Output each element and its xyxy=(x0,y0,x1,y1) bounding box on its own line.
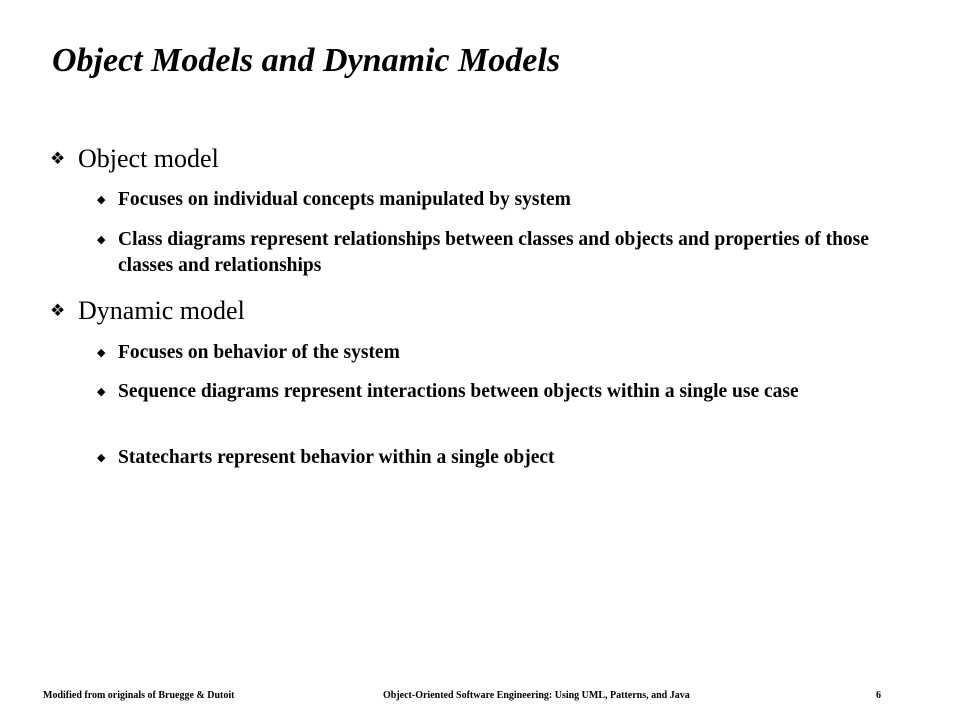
footer-book-title: Object-Oriented Software Engineering: Using UML, Patterns, and Java xyxy=(383,690,690,701)
sub-bullet xyxy=(97,445,898,471)
diamond-bullet-icon: ❖ xyxy=(50,301,66,320)
diamond-bullet-icon: ◆ xyxy=(97,452,106,464)
sub-bullet-text: Sequence diagrams represent interactions between objects within a single use case xyxy=(118,381,799,402)
diamond-bullet-icon: ❖ xyxy=(50,149,66,168)
page-number: 6 xyxy=(876,690,881,701)
slide-title: Object Models and Dynamic Models xyxy=(52,42,561,79)
sub-bullet xyxy=(97,379,898,405)
diamond-bullet-icon: ◆ xyxy=(97,386,106,398)
sub-bullet xyxy=(97,227,898,279)
diamond-bullet-icon: ◆ xyxy=(97,234,106,246)
bullet-heading: Dynamic model xyxy=(78,296,245,325)
diamond-bullet-icon: ◆ xyxy=(97,194,106,206)
sub-bullet xyxy=(97,340,898,366)
diamond-bullet-icon: ◆ xyxy=(97,347,106,359)
bullet-object-model xyxy=(50,140,219,178)
bullet-heading: Object model xyxy=(78,144,219,173)
sub-bullet xyxy=(97,187,898,213)
footer-credit: Modified from originals of Bruegge & Dutoit xyxy=(43,690,235,701)
sub-bullet-text: Focuses on behavior of the system xyxy=(118,342,400,363)
sub-bullet-text: Class diagrams represent relationships between classes and objects and properties of those classes and relationships xyxy=(118,229,869,276)
bullet-dynamic-model xyxy=(50,292,245,330)
sub-bullet-text: Focuses on individual concepts manipulated by system xyxy=(118,189,571,210)
sub-bullet-text: Statecharts represent behavior within a single object xyxy=(118,447,555,468)
